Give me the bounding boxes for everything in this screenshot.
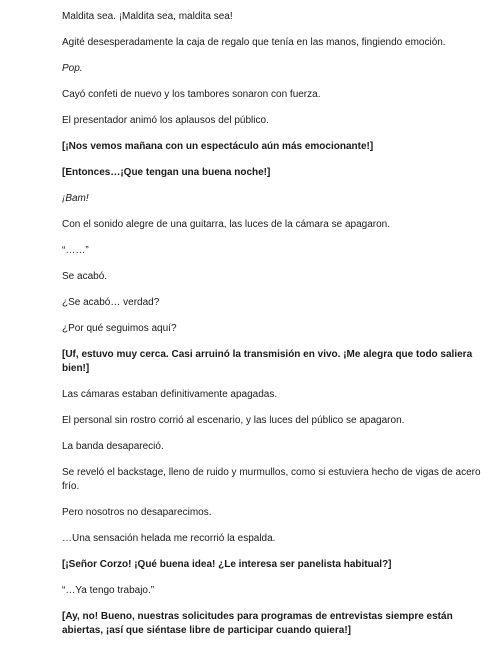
dialogue-bracket: [Entonces…¡Que tengan una buena noche!]	[62, 167, 271, 178]
paragraph: Pop.	[62, 63, 83, 74]
paragraph: Agité desesperadamente la caja de regalo que tenía en las manos, fingiendo emoción.	[62, 37, 446, 48]
paragraph: La banda desapareció.	[62, 441, 164, 452]
paragraph: Con el sonido alegre de una guitarra, las luces de la cámara se apagaron.	[62, 219, 390, 230]
paragraph: ¿Se acabó… verdad?	[62, 297, 160, 308]
paragraph: Las cámaras estaban definitivamente apagadas.	[62, 389, 278, 400]
paragraph: Se acabó.	[62, 271, 108, 282]
paragraph: Pero nosotros no desaparecimos.	[62, 507, 212, 518]
dialogue-bracket: [¡Señor Corzo! ¡Qué buena idea! ¿Le interesa ser panelista habitual?]	[62, 559, 392, 570]
paragraph: “…Ya tengo trabajo.”	[62, 585, 155, 596]
dialogue-bracket: [Uf, estuvo muy cerca. Casi arruinó la transmisión en vivo. ¡Me alegra que todo saliera bien!]	[62, 349, 473, 374]
dialogue-bracket: [¡Nos vemos mañana con un espectáculo aún más emocionante!]	[62, 141, 374, 152]
paragraph: Se reveló el backstage, lleno de ruido y murmullos, como si estuviera hecho de vigas de acero frío.	[62, 467, 481, 492]
paragraph: Cayó confeti de nuevo y los tambores sonaron con fuerza.	[62, 89, 321, 100]
paragraph: El personal sin rostro corrió al escenario, y las luces del público se apagaron.	[62, 415, 405, 426]
paragraph: ¡Bam!	[62, 193, 89, 204]
paragraph: “……”	[62, 245, 89, 256]
document-body	[62, 10, 482, 650]
paragraph: El presentador animó los aplausos del público.	[62, 115, 269, 126]
paragraph: Maldita sea. ¡Maldita sea, maldita sea!	[62, 11, 233, 22]
dialogue-bracket: [Ay, no! Bueno, nuestras solicitudes para programas de entrevistas siempre están abiertas, ¡así que siéntase libre de participar cuando quiera!]	[62, 611, 453, 636]
paragraph: …Una sensación helada me recorrió la espalda.	[62, 533, 276, 544]
paragraph: ¿Por qué seguimos aquí?	[62, 323, 177, 334]
